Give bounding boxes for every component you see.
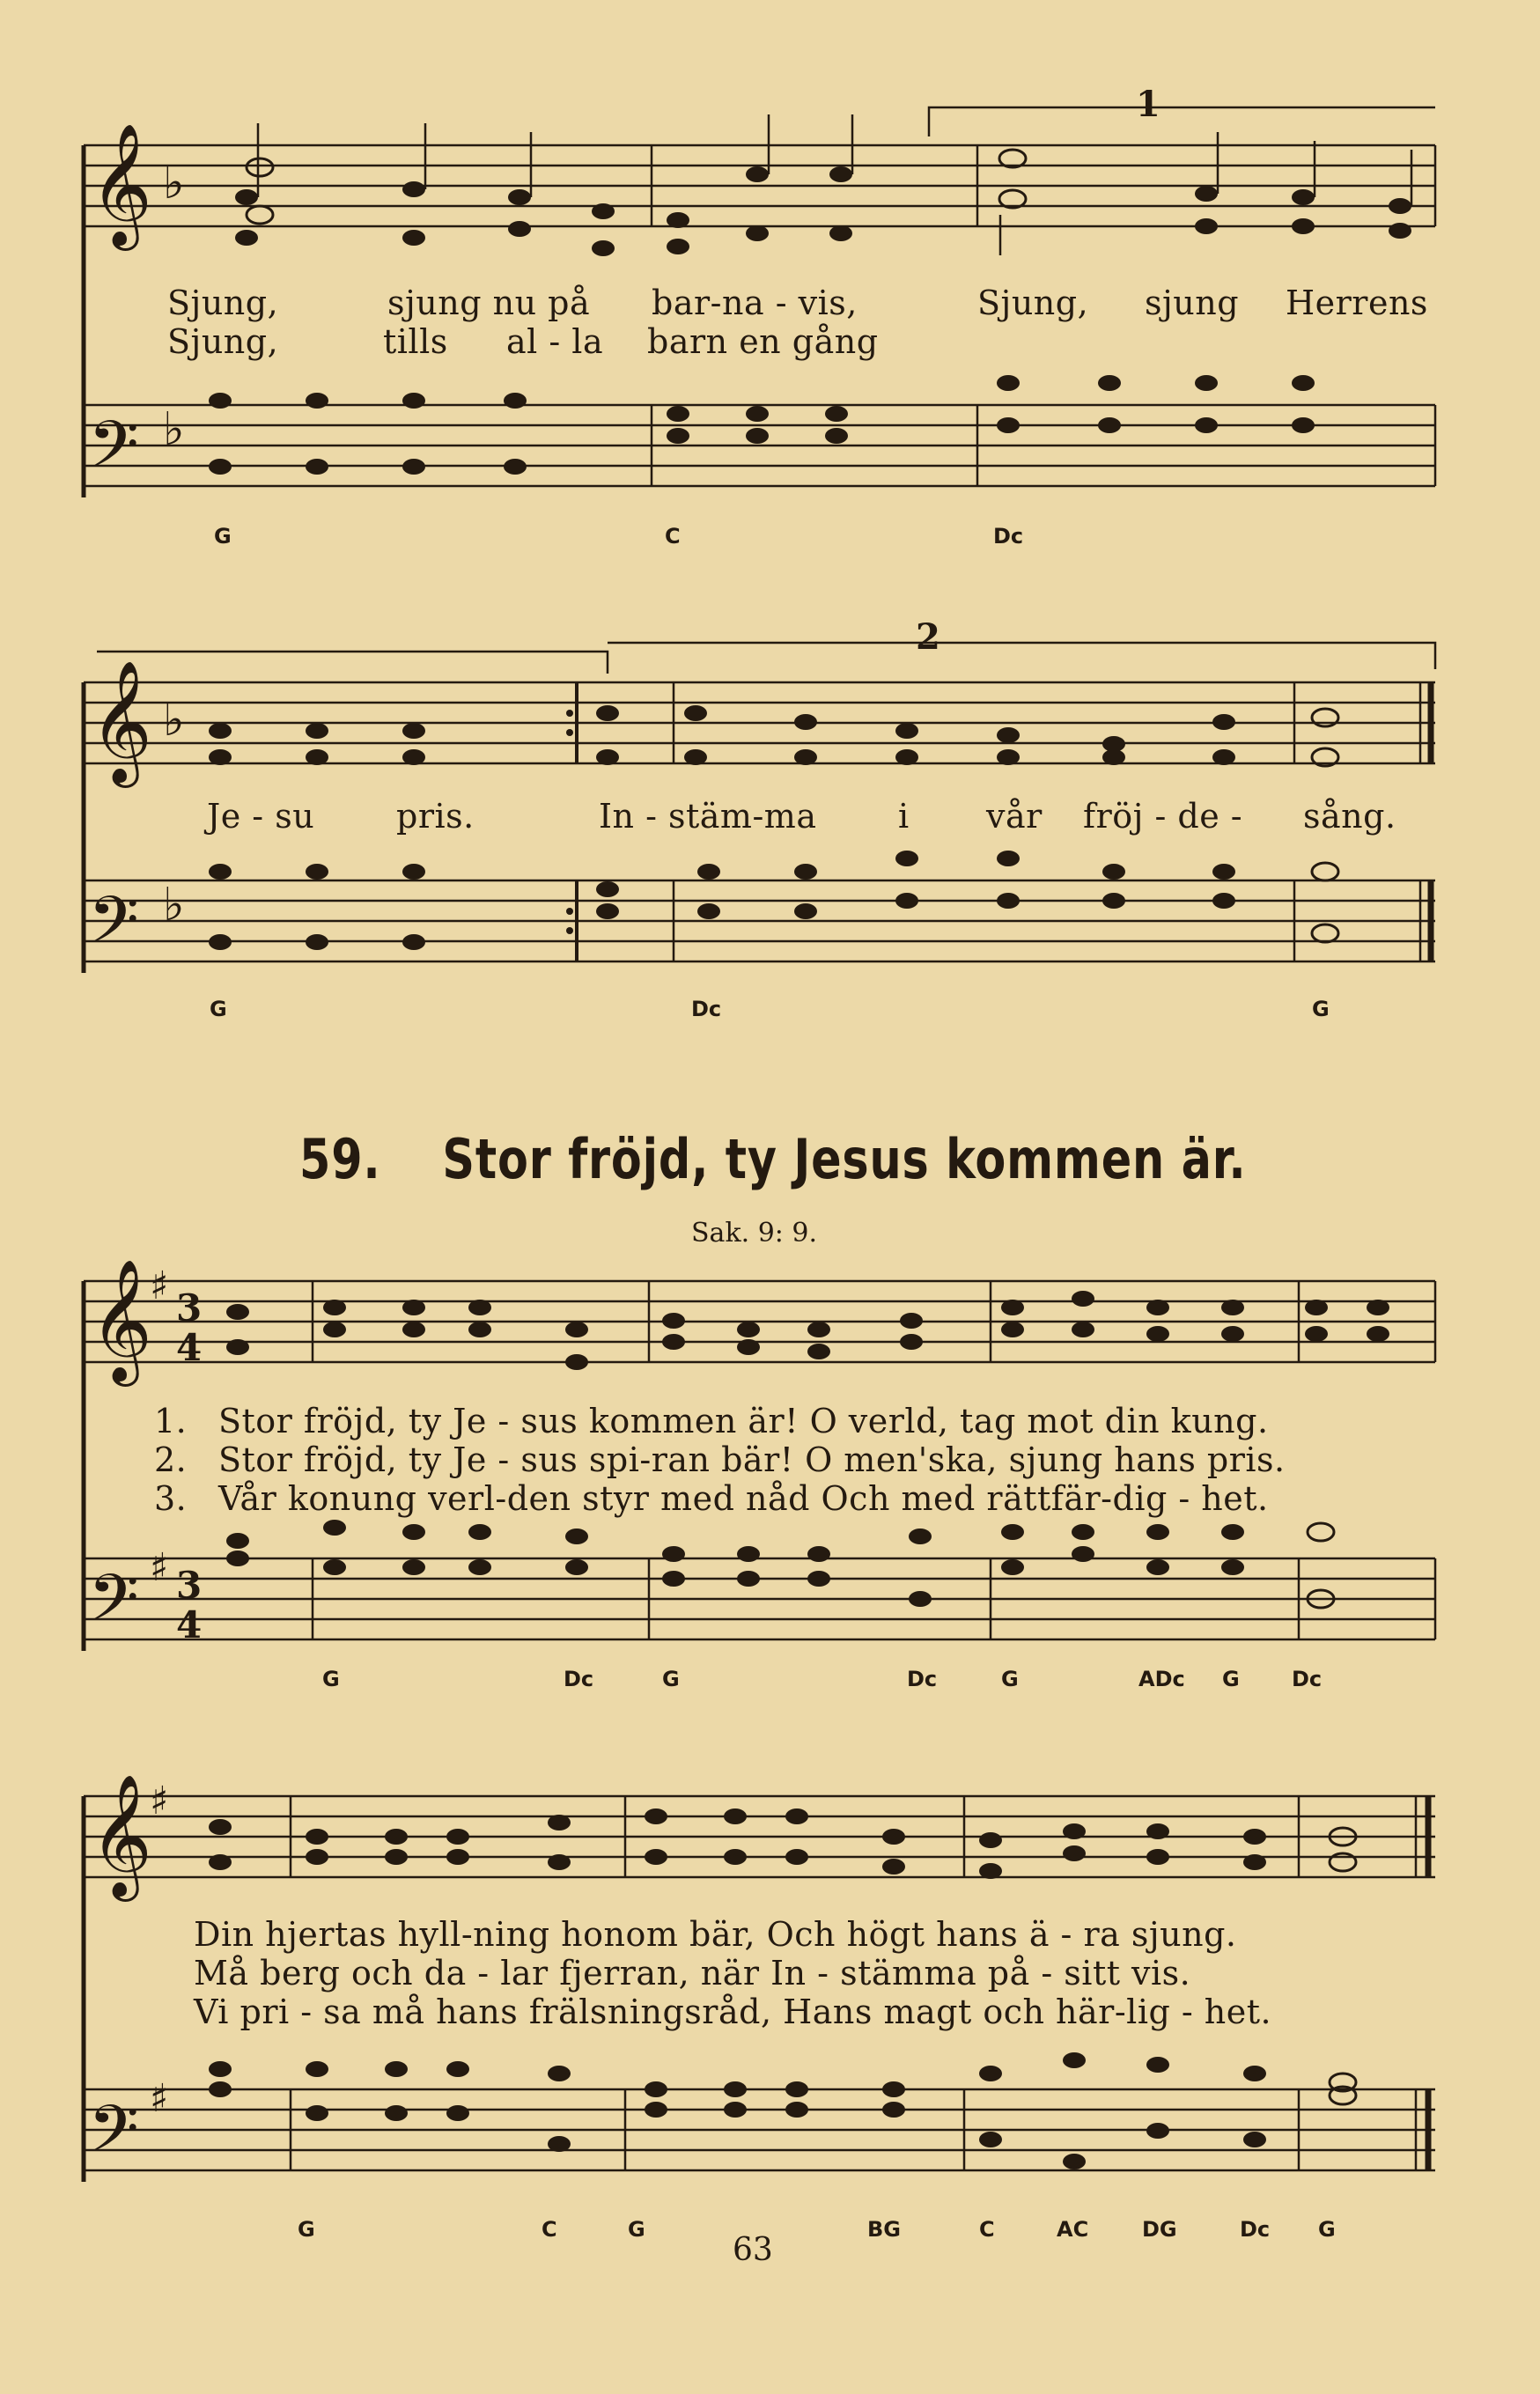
chord-symbol: C <box>542 2217 557 2242</box>
chord-symbol: G <box>1001 1667 1019 1691</box>
time-sig-bottom: 4 <box>176 1326 203 1369</box>
chord-symbol: Dc <box>907 1667 938 1691</box>
svg-text:♭: ♭ <box>163 879 185 932</box>
hymn-number: 59. <box>299 1127 381 1191</box>
chord-symbol: ADc <box>1138 1667 1185 1691</box>
verse-text: Din hjertas hyll-ning honom bär, Och högt hans ä - ra sjung. <box>194 1915 1237 1954</box>
svg-text:♯: ♯ <box>150 1545 169 1590</box>
volta-1-label: 1 <box>1136 84 1161 125</box>
chord-symbol: G <box>1312 997 1330 1021</box>
chord-symbol: G <box>628 2217 645 2242</box>
chord-symbol: Dc <box>564 1667 594 1691</box>
hymn-title-text: Stor fröjd, ty Jesus kommen är. <box>442 1127 1247 1191</box>
svg-text:𝄞: 𝄞 <box>90 1774 152 1897</box>
verse-text: Vi pri - sa må hans frälsningsråd, Hans magt och här-lig - het. <box>194 1993 1272 2031</box>
chord-symbol: DG <box>1142 2217 1177 2242</box>
svg-text:♯: ♯ <box>150 2076 169 2121</box>
svg-text:4: 4 <box>176 1603 203 1646</box>
lyric-word: barn en gång <box>647 322 879 361</box>
chord-symbol: G <box>214 524 232 549</box>
volta-2-label: 2 <box>916 616 940 658</box>
lyric-word: In - stäm-ma <box>599 797 817 836</box>
verse-number: 1. <box>154 1402 188 1440</box>
svg-text:3: 3 <box>176 1564 203 1607</box>
verse-text: Må berg och da - lar fjerran, när In - stämma på - sitt vis. <box>194 1954 1191 1993</box>
lyric-word: Herrens <box>1286 284 1428 322</box>
svg-text:𝄢: 𝄢 <box>88 1560 139 1653</box>
svg-text:𝄞: 𝄞 <box>90 660 152 783</box>
chord-symbol: G <box>322 1667 340 1691</box>
svg-text:𝄢: 𝄢 <box>88 882 139 975</box>
lyric-word: Sjung, <box>977 284 1089 322</box>
page-number: 63 <box>733 2232 773 2268</box>
verse-text: Stor fröjd, ty Je - sus kommen är! O verld, tag mot din kung. <box>218 1402 1269 1440</box>
lyric-word: fröj - de - <box>1083 797 1243 836</box>
svg-text:𝄢: 𝄢 <box>88 407 139 499</box>
svg-text:♯: ♯ <box>150 1779 169 1823</box>
lyric-word: sång. <box>1303 797 1396 836</box>
chord-symbol: G <box>662 1667 680 1691</box>
lyric-word: sjung nu på <box>387 284 591 322</box>
time-sig-top: 3 <box>176 1286 203 1330</box>
svg-text:♭: ♭ <box>163 694 185 747</box>
chord-symbol: Dc <box>993 524 1024 549</box>
lyric-word: tills <box>383 322 448 361</box>
chord-symbol: G <box>210 997 227 1021</box>
svg-text:♭: ♭ <box>163 403 185 456</box>
lyric-word: sjung <box>1145 284 1240 322</box>
svg-text:♯: ♯ <box>150 1263 169 1308</box>
chord-symbol: AC <box>1057 2217 1089 2242</box>
lyric-word: Sjung, <box>167 284 279 322</box>
chord-symbol: Dc <box>1292 1667 1323 1691</box>
chord-symbol: G <box>298 2217 315 2242</box>
verse-number: 2. <box>154 1440 188 1479</box>
lyric-word: i <box>898 797 910 836</box>
chord-symbol: C <box>979 2217 995 2242</box>
verse-text: Vår konung verl-den styr med nåd Och med rättfär-dig - het. <box>218 1479 1269 1518</box>
chord-symbol: G <box>1222 1667 1240 1691</box>
verse-text: Stor fröjd, ty Je - sus spi-ran bär! O men'ska, sjung hans pris. <box>218 1440 1286 1479</box>
lyric-word: vår <box>986 797 1043 836</box>
chord-symbol: Dc <box>691 997 722 1021</box>
svg-text:𝄢: 𝄢 <box>88 2091 139 2184</box>
chord-symbol: Dc <box>1240 2217 1271 2242</box>
chord-symbol: C <box>665 524 681 549</box>
chord-symbol: G <box>1318 2217 1336 2242</box>
scripture-reference: Sak. 9: 9. <box>691 1218 818 1249</box>
lyric-word: Je - su <box>207 797 315 836</box>
lyric-word: bar-na - vis, <box>652 284 858 322</box>
verse-number: 3. <box>154 1479 188 1518</box>
svg-text:♭: ♭ <box>163 157 185 210</box>
lyric-word: Sjung, <box>167 322 279 361</box>
svg-text:𝄞: 𝄞 <box>90 1259 152 1381</box>
chord-symbol: BG <box>867 2217 901 2242</box>
svg-text:𝄞: 𝄞 <box>90 123 152 246</box>
lyric-word: al - la <box>506 322 604 361</box>
lyric-word: pris. <box>396 797 475 836</box>
